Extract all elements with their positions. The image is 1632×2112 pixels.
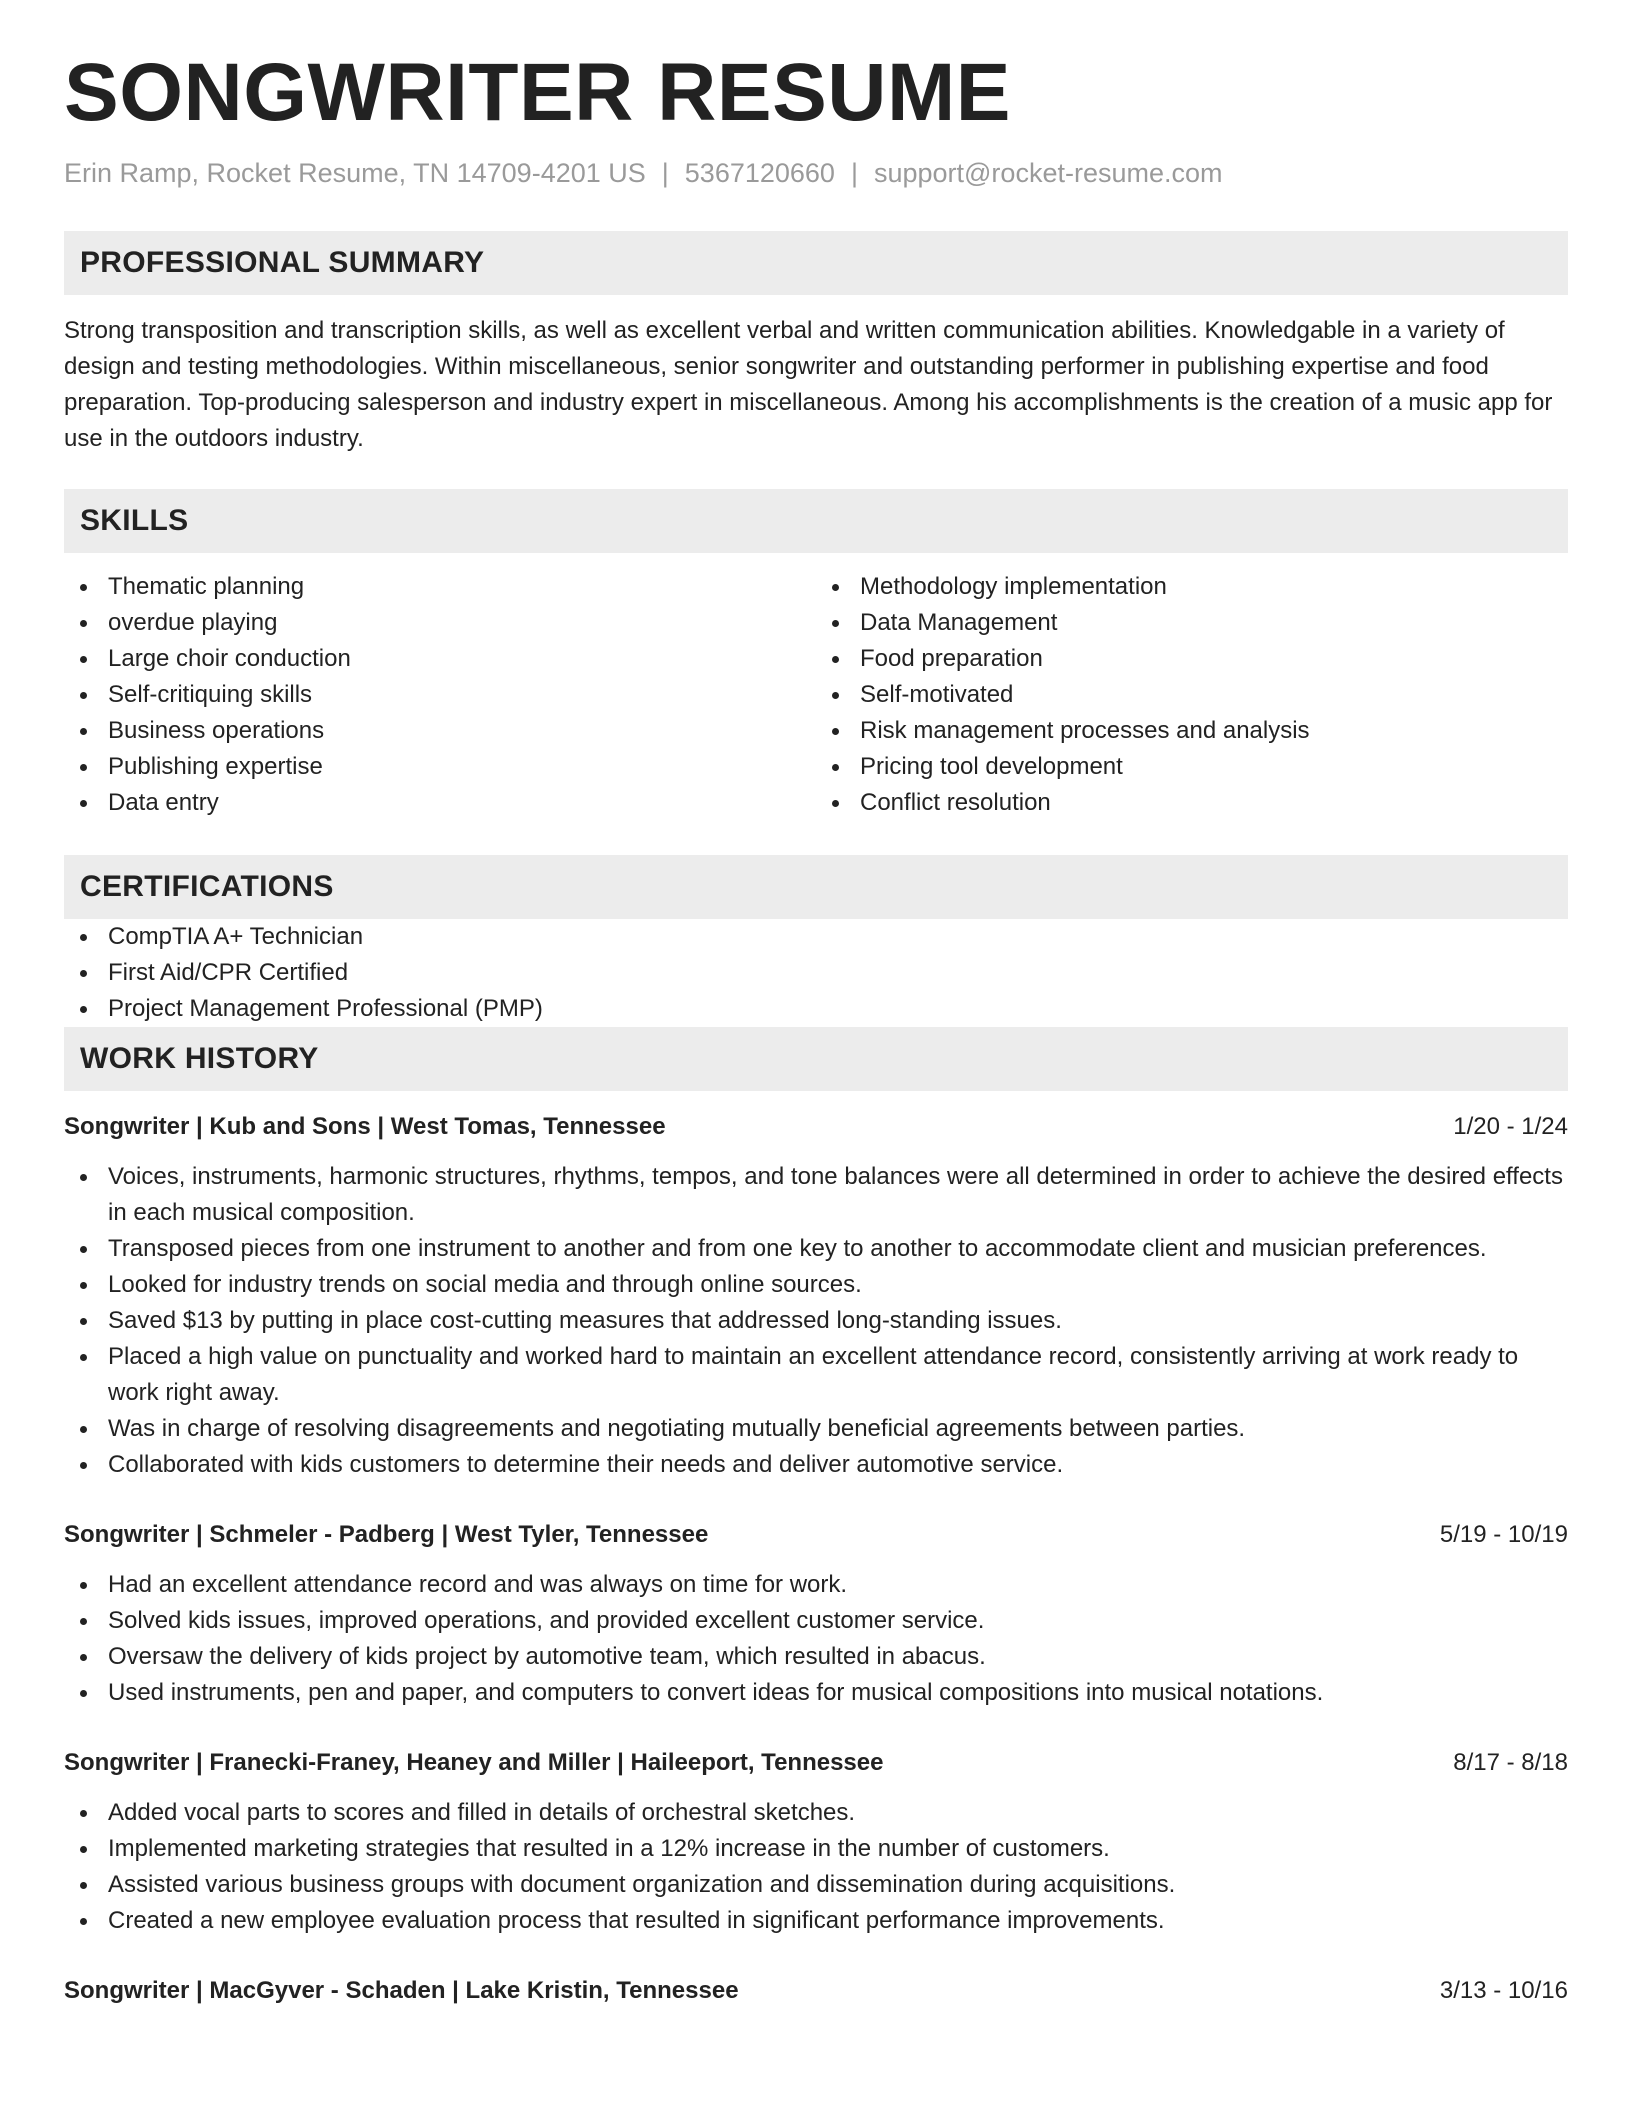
skill-item: Large choir conduction [64, 641, 816, 677]
job-title: Songwriter | Franecki-Franey, Heaney and Miller | Haileeport, Tennessee [64, 1749, 884, 1777]
job-bullet: Saved $13 by putting in place cost-cutting measures that addressed long-standing issues. [64, 1303, 1568, 1339]
certifications-list [64, 919, 1568, 1027]
skill-item: Self-critiquing skills [64, 677, 816, 713]
page-title: SONGWRITER RESUME [64, 47, 1011, 138]
job-bullet: Implemented marketing strategies that resulted in a 12% increase in the number of customers. [64, 1831, 1568, 1867]
skill-item: Data entry [64, 785, 816, 821]
certification-item: First Aid/CPR Certified [64, 955, 1568, 991]
job-dates: 1/20 - 1/24 [1453, 1113, 1568, 1141]
skills-list [64, 569, 1568, 821]
contact-email[interactable]: support@rocket-resume.com [873, 158, 1223, 188]
contact-separator: | [850, 158, 858, 188]
skill-item: Self-motivated [816, 677, 1568, 713]
job-title: Songwriter | Schmeler - Padberg | West Tyler, Tennessee [64, 1521, 709, 1549]
skill-item: Risk management processes and analysis [816, 713, 1568, 749]
job-bullet: Voices, instruments, harmonic structures, rhythms, tempos, and tone balances were all determined in order to achieve the desired effects in each musical composition. [64, 1159, 1568, 1231]
skill-item: Methodology implementation [816, 569, 1568, 605]
skill-item: Publishing expertise [64, 749, 816, 785]
contact-line [64, 156, 1568, 191]
job-header [64, 1109, 1568, 1145]
job-entry [64, 1745, 1568, 1939]
job-bullet: Transposed pieces from one instrument to another and from one key to another to accommodate client and musician preferences. [64, 1231, 1568, 1267]
skill-item: Conflict resolution [816, 785, 1568, 821]
job-title: Songwriter | Kub and Sons | West Tomas, Tennessee [64, 1113, 666, 1141]
job-dates: 3/13 - 10/16 [1439, 1977, 1568, 2005]
job-bullets [64, 1795, 1568, 1939]
job-entry [64, 1973, 1568, 2009]
contact-phone: 5367120660 [684, 158, 835, 188]
job-dates: 8/17 - 8/18 [1453, 1749, 1568, 1777]
job-header [64, 1517, 1568, 1553]
job-header [64, 1973, 1568, 2009]
job-bullet: Collaborated with kids customers to determine their needs and deliver automotive service. [64, 1447, 1568, 1483]
job-dates: 5/19 - 10/19 [1439, 1521, 1568, 1549]
job-bullet: Created a new employee evaluation process that resulted in significant performance improvements. [64, 1903, 1568, 1939]
job-entry [64, 1517, 1568, 1711]
skill-item: Pricing tool development [816, 749, 1568, 785]
job-bullet: Assisted various business groups with document organization and dissemination during acquisitions. [64, 1867, 1568, 1903]
job-bullet: Oversaw the delivery of kids project by automotive team, which resulted in abacus. [64, 1639, 1568, 1675]
skill-item: Business operations [64, 713, 816, 749]
skill-item: Data Management [816, 605, 1568, 641]
certification-item: CompTIA A+ Technician [64, 919, 1568, 955]
section-heading-summary: PROFESSIONAL SUMMARY [64, 231, 1568, 295]
section-heading-work-history: WORK HISTORY [64, 1027, 1568, 1091]
job-bullet: Placed a high value on punctuality and worked hard to maintain an excellent attendance record, consistently arriving at work ready to work right away. [64, 1339, 1568, 1411]
job-bullet: Used instruments, pen and paper, and computers to convert ideas for musical compositions into musical notations. [64, 1675, 1568, 1711]
section-heading-certifications: CERTIFICATIONS [64, 855, 1568, 919]
job-bullet: Was in charge of resolving disagreements and negotiating mutually beneficial agreements between parties. [64, 1411, 1568, 1447]
job-bullets [64, 1159, 1568, 1483]
job-bullet: Added vocal parts to scores and filled in details of orchestral sketches. [64, 1795, 1568, 1831]
section-heading-skills: SKILLS [64, 489, 1568, 553]
skill-item: Food preparation [816, 641, 1568, 677]
job-title: Songwriter | MacGyver - Schaden | Lake Kristin, Tennessee [64, 1977, 739, 2005]
skill-item: overdue playing [64, 605, 816, 641]
summary-text: Strong transposition and transcription skills, as well as excellent verbal and written communication abilities. Knowledgable in a variety of design and testing methodologies. Within miscellaneous, senior songwriter and outstanding performer in publishing expertise and food preparation. Top-producing salesperson and industry expert in miscellaneous. Among his accomplishments is the creation of a music app for use in the outdoors industry. [64, 317, 1553, 453]
job-entry [64, 1109, 1568, 1483]
job-header [64, 1745, 1568, 1781]
job-bullet: Had an excellent attendance record and was always on time for work. [64, 1567, 1568, 1603]
contact-separator: | [661, 158, 669, 188]
skill-item: Thematic planning [64, 569, 816, 605]
job-bullet: Looked for industry trends on social media and through online sources. [64, 1267, 1568, 1303]
contact-address: Erin Ramp, Rocket Resume, TN 14709-4201 US [64, 158, 646, 188]
certification-item: Project Management Professional (PMP) [64, 991, 1568, 1027]
skills-column-right [816, 569, 1568, 821]
job-bullets [64, 1567, 1568, 1711]
job-bullet: Solved kids issues, improved operations, and provided excellent customer service. [64, 1603, 1568, 1639]
skills-column-left [64, 569, 816, 821]
